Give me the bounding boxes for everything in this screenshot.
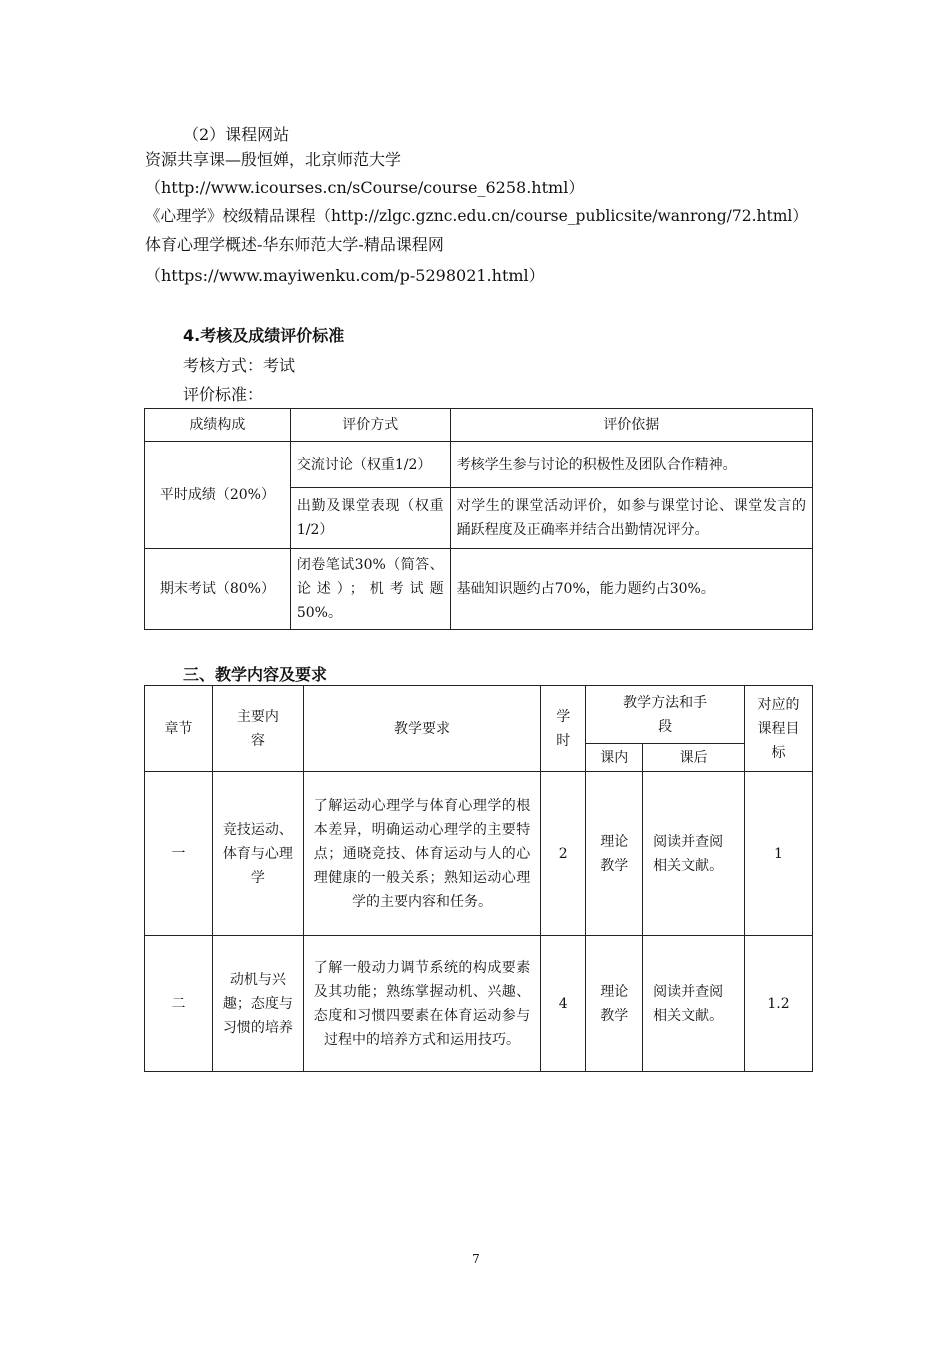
header-goal: 对应的课程目标 (745, 686, 813, 772)
header-component: 成绩构成 (145, 409, 291, 442)
cell-method-attendance: 出勤及课堂表现（权重1/2） (290, 488, 450, 549)
row2-chapter: 二 (145, 936, 213, 1072)
header-chapter: 章节 (145, 686, 213, 772)
assessment-table (144, 408, 813, 630)
cell-method-final: 闭卷笔试30%（简答、论述）；机考试题50%。 (290, 549, 450, 630)
header-methods: 教学方法和手段 (586, 686, 745, 744)
criteria-label: 评价标准： (183, 385, 264, 404)
row1-goal: 1 (745, 772, 813, 936)
website-line-5: （https://www.mayiwenku.com/p-5298021.html） (145, 266, 545, 285)
cell-component-final: 期末考试（80%） (145, 549, 291, 630)
assessment-heading: 4.考核及成绩评价标准 (183, 326, 345, 345)
website-heading: （2）课程网站 (183, 125, 290, 144)
assessment-method: 考核方式：考试 (183, 356, 296, 375)
header-basis: 评价依据 (450, 409, 812, 442)
row1-chapter: 一 (145, 772, 213, 936)
row2-hours: 4 (541, 936, 586, 1072)
content-table (144, 685, 813, 1072)
header-after-class: 课后 (643, 744, 745, 772)
header-in-class: 课内 (586, 744, 643, 772)
cell-component-regular: 平时成绩（20%） (145, 442, 291, 549)
row1-after-class: 阅读并查阅相关文献。 (643, 772, 745, 936)
row1-in-class: 理论教学 (586, 772, 643, 936)
cell-basis-final: 基础知识题约占70%，能力题约占30%。 (450, 549, 812, 630)
header-method: 评价方式 (290, 409, 450, 442)
row1-hours: 2 (541, 772, 586, 936)
row2-requirements: 了解一般动力调节系统的构成要素及其功能；熟练掌握动机、兴趣、态度和习惯四要素在体育运动参与过程中的培养方式和运用技巧。 (303, 936, 540, 1072)
content-heading: 三、教学内容及要求 (183, 665, 328, 684)
row1-main: 竞技运动、体育与心理学 (212, 772, 303, 936)
row2-in-class: 理论教学 (586, 936, 643, 1072)
website-line-2: （http://www.icourses.cn/sCourse/course_6258.html） (145, 178, 585, 197)
cell-basis-attendance: 对学生的课堂活动评价，如参与课堂讨论、课堂发言的踊跃程度及正确率并结合出勤情况评分。 (450, 488, 812, 549)
page-number: 7 (472, 1252, 480, 1266)
row2-main: 动机与兴趣；态度与习惯的培养 (212, 936, 303, 1072)
header-main: 主要内容 (212, 686, 303, 772)
cell-method-discussion: 交流讨论（权重1/2） (290, 442, 450, 488)
cell-basis-discussion: 考核学生参与讨论的积极性及团队合作精神。 (450, 442, 812, 488)
website-line-3: 《心理学》校级精品课程（http://zlgc.gznc.edu.cn/course_publicsite/wanrong/72.html） (145, 207, 808, 225)
website-line-4: 体育心理学概述-华东师范大学-精品课程网 (145, 235, 444, 254)
row2-after-class: 阅读并查阅相关文献。 (643, 936, 745, 1072)
header-requirements: 教学要求 (303, 686, 540, 772)
row1-requirements: 了解运动心理学与体育心理学的根本差异，明确运动心理学的主要特点；通晓竞技、体育运动与人的心理健康的一般关系；熟知运动心理学的主要内容和任务。 (303, 772, 540, 936)
row2-goal: 1.2 (745, 936, 813, 1072)
website-line-1: 资源共享课—殷恒婵，北京师范大学 (145, 150, 402, 169)
header-hours: 学时 (541, 686, 586, 772)
